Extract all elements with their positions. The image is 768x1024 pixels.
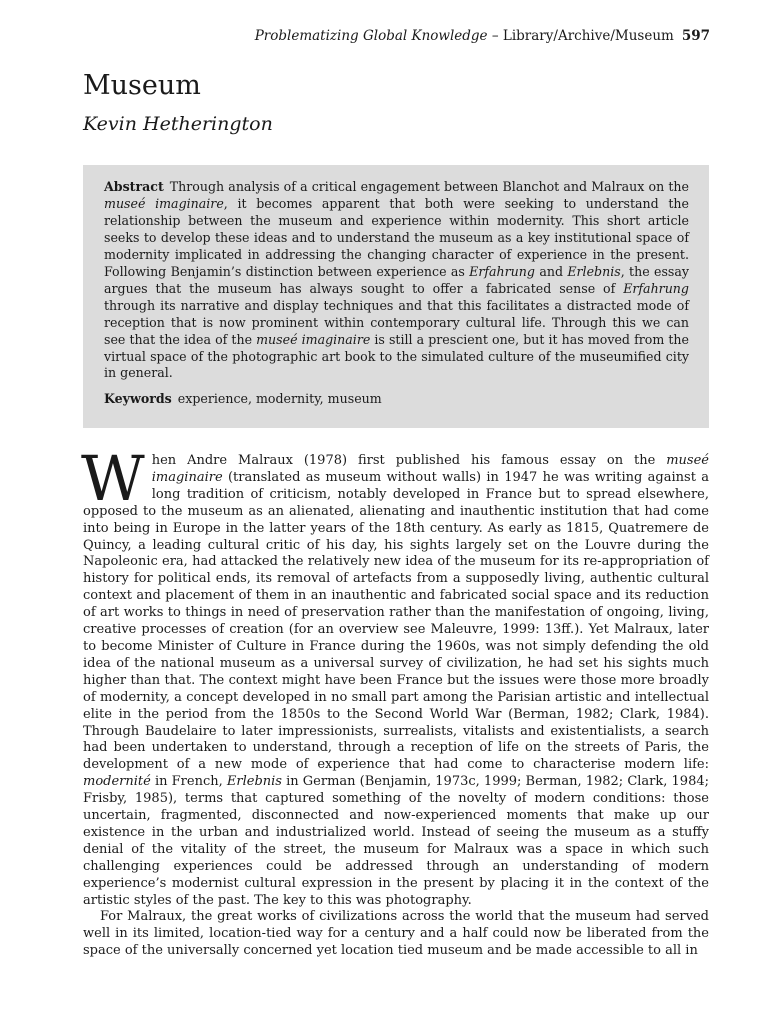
keywords-line [104,391,689,408]
abstract-italic-term: museé imaginaire [256,331,371,347]
abstract-italic-term: Erfahrung [469,263,535,279]
abstract-text: , it becomes apparent that both were seeking to understand the relationship between the museum and experience within modernity. This short article seeks to develop these ideas and to understand the museum as a key institutional space of modernity implicated in addressing the changing character of experience in the present. Following Benjamin’s distinction between experience as [104,195,689,279]
section-name: – Library/Archive/Museum [491,28,674,44]
body-text: hen Andre Malraux (1978) first published his famous essay on the [151,453,667,468]
article-author: Kevin Hetherington [83,113,273,135]
drop-cap: W [81,442,145,515]
page-number: 597 [681,28,710,44]
body-text: in French, [150,774,227,790]
abstract-text: Through analysis of a critical engagement between Blanchot and Malraux on the [169,179,689,194]
abstract-text: , the essay argues that the museum has always sought to offer a fabricated sense of [104,263,690,296]
abstract-label: Abstract [104,179,164,194]
abstract-box [83,165,709,428]
body-text: (translated as museum without walls) in 1947 he was writing against a long tradition of criticism, notably developed in France but to spread elsewhere, opposed to the museum as an alienated, alienating and inauthentic institution that had come into being in Europe in the latter years of the 18th century. As early as 1815, Quatremere de Quincy, a leading cultural critic of his day, his sights largely set on the Louvre during the Napoleonic era, had attacked the relatively new idea of the museum for its re-appropriation of history for political ends, its removal of artefacts from a supposedly living, authentic cultural context and placement of them in an inauthentic and fabricated social space and its reduction of art works to things in need of preservation rather than the manifestation of ongoing, living, creative processes of creation (for an overview see Maleuvre, 1999: 13ff.). Yet Malraux, later to become Minister of Culture in France during the 1960s, was not simply defending the old idea of the national museum as a universal survey of civilization, he had set his sights much higher than that. The context might have been France but the issues were those more broadly of modernity, a concept developed in no small part among the Parisian artistic and intellectual elite in the period from the 1850s to the Second World War (Berman, 1982; Clark, 1984). Through Baudelaire to later impressionists, surrealists, vitalists and existentialists, a search had been undertaken to understand, through a reception of life on the streets of Paris, the development of a new mode of experience that had come to characterise modern life: [83,469,709,773]
abstract-italic-term: Erfahrung [623,280,689,296]
body-italic-term: museé imaginaire [151,453,709,485]
body-text: in German (Benjamin, 1973c, 1999; Berman, 1982; Clark, 1984; Frisby, 1985), terms that captured something of the novelty of modern conditions: those uncertain, fragmented, disconnected and now-experienced moments that make up our existence in the urban and industrialized world. Instead of seeing the museum as a stuffy denial of the vitality of the street, the museum for Malraux was a space in which such challenging experiences could be addressed through an understanding of modern experience’s modernist cultural expression in the present by placing it in the context of the artistic styles of the past. The key to this was photography. [83,774,710,908]
body-italic-term: Erlebnis [226,774,282,790]
running-head [0,28,710,44]
body-paragraph-1 [81,442,710,909]
article-body [81,442,710,960]
abstract-text: and [534,263,568,279]
keywords-label: Keywords [104,391,172,407]
body-paragraph-2: For Malraux, the great works of civilizations across the world that the museum had served well in its limited, location-tied way for a century and a half could now be liberated from the space of the universally concerned yet location tied museum and be made accessible to all in [83,909,709,959]
article-title: Museum [83,70,201,101]
journal-title: Problematizing Global Knowledge [254,28,488,44]
abstract-text: is still a prescient one, but it has moved from the virtual space of the photographic art book to the simulated culture of the museumified city in general. [104,331,689,381]
abstract-italic-term: museé imaginaire [104,195,224,211]
abstract-text: through its narrative and display techniques and that this facilitates a distracted mode of reception that is now prominent within contemporary cultural life. Through this we can see that the idea of the [104,297,689,347]
abstract-italic-term: Erlebnis [567,263,621,279]
abstract-paragraph [104,179,689,382]
keywords-text: experience, modernity, museum [177,391,382,407]
body-italic-term: modernité [83,774,151,790]
